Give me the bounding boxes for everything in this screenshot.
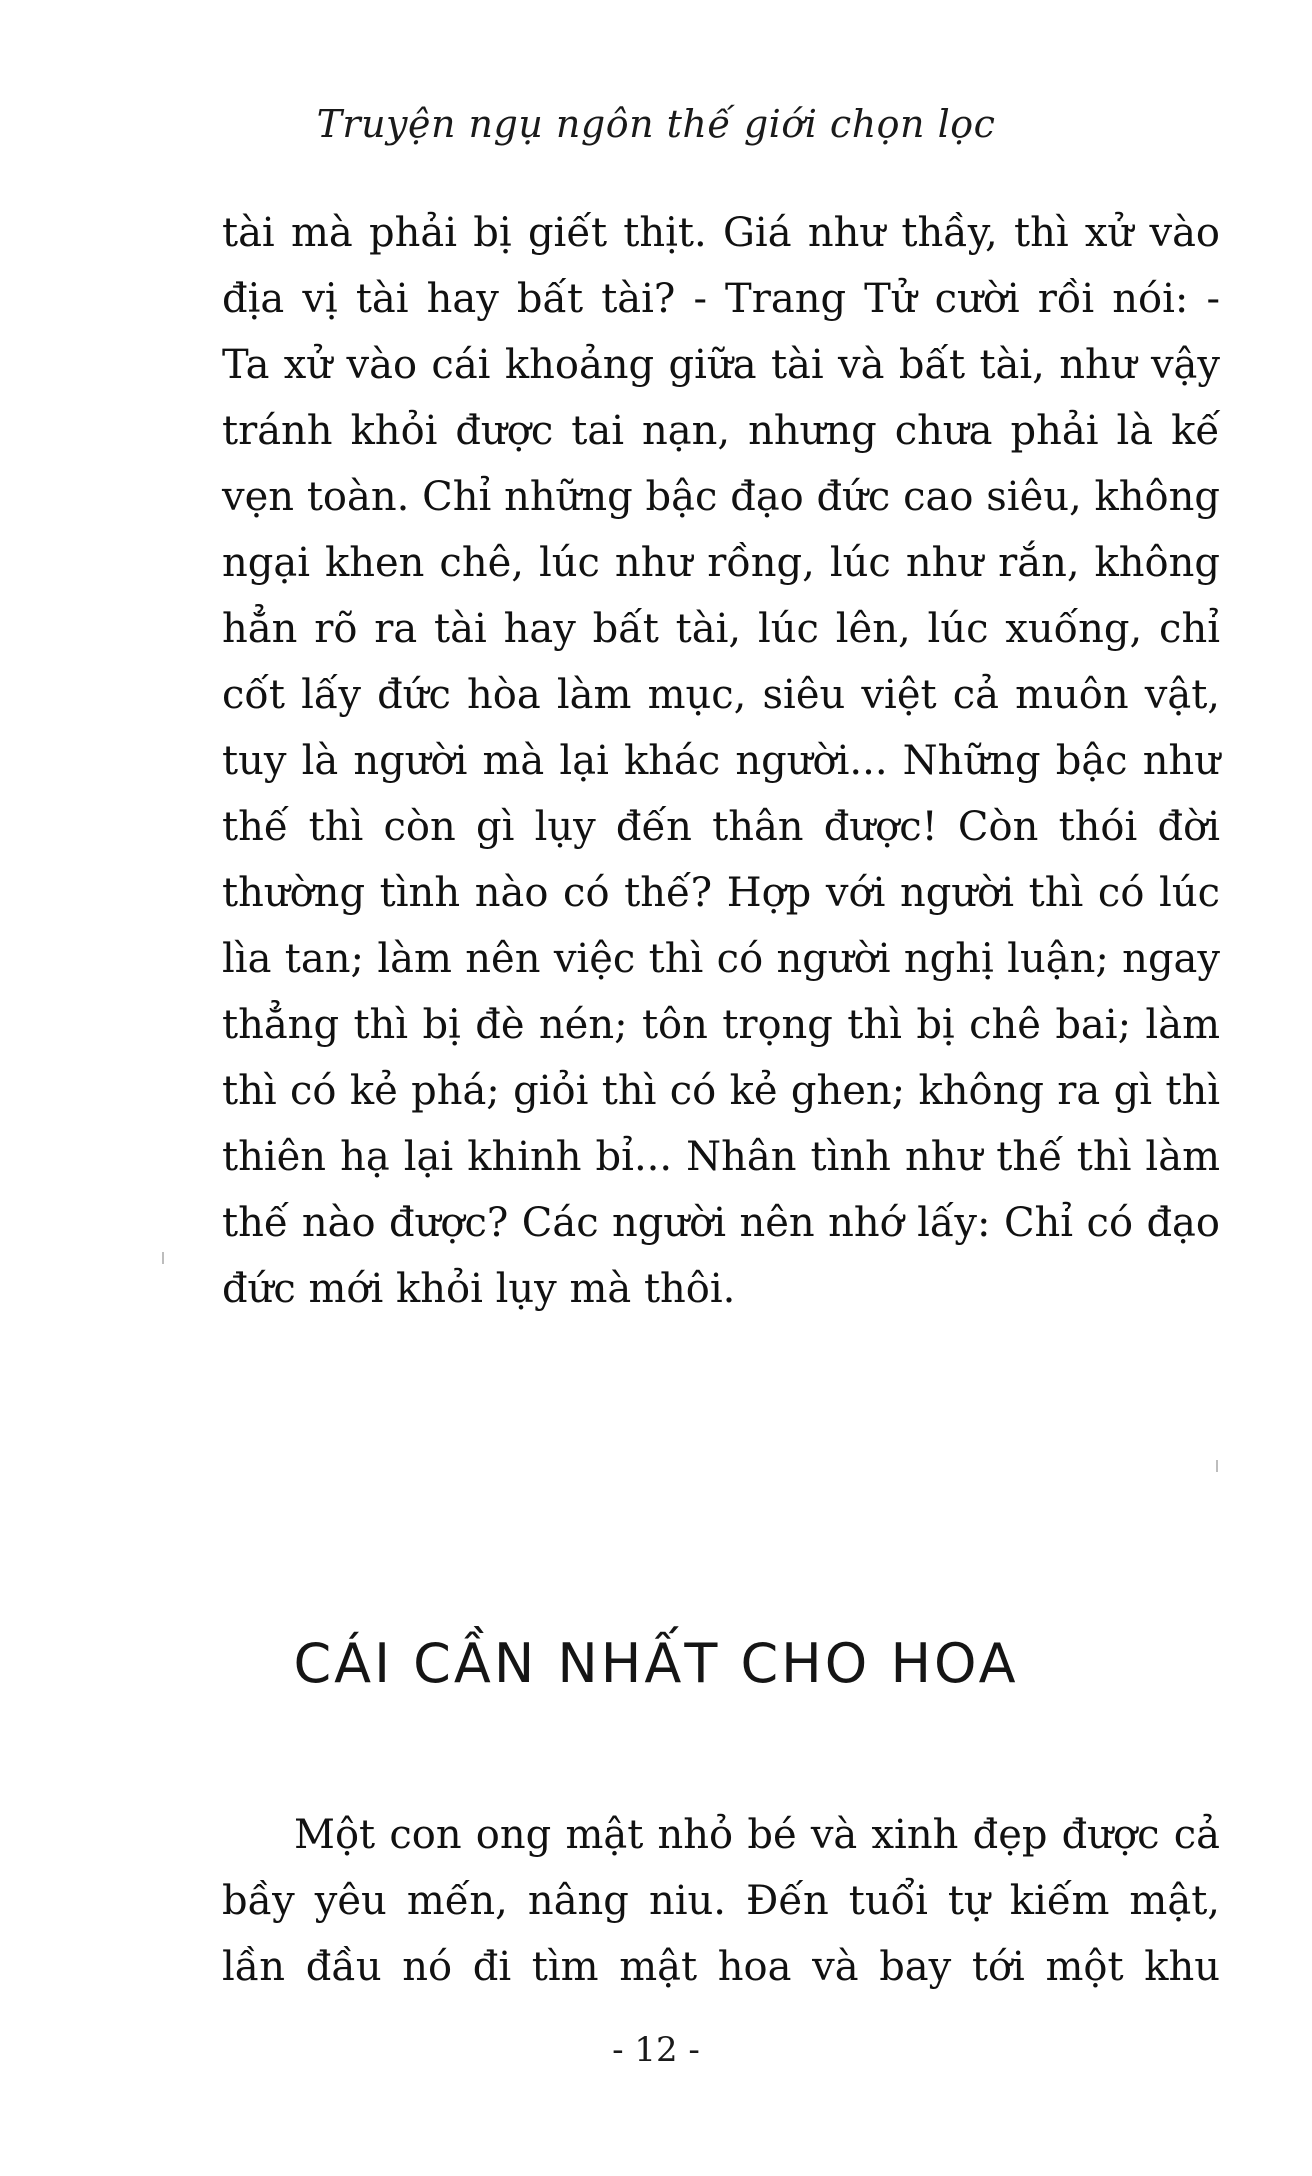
text-line: thẳng thì bị đè nén; tôn trọng thì bị chê bai; làm bbox=[222, 1002, 1220, 1048]
text-line: đức mới khỏi lụy mà thôi. bbox=[222, 1266, 736, 1312]
text-line: tài mà phải bị giết thịt. Giá như thầy, thì xử vào bbox=[222, 210, 1220, 256]
text-line: địa vị tài hay bất tài? - Trang Tử cười rồi nói: - bbox=[222, 276, 1220, 322]
paragraph-story-start bbox=[222, 1802, 1220, 2000]
text-line: tuy là người mà lại khác người... Những bậc như bbox=[222, 738, 1220, 784]
text-line: Ta xử vào cái khoảng giữa tài và bất tài, như vậy bbox=[222, 342, 1220, 388]
text-line: thiên hạ lại khinh bỉ... Nhân tình như thế thì làm bbox=[222, 1134, 1220, 1180]
text-line: tránh khỏi được tai nạn, nhưng chưa phải là kế bbox=[222, 408, 1220, 454]
text-line: vẹn toàn. Chỉ những bậc đạo đức cao siêu, không bbox=[222, 474, 1220, 520]
scan-speck bbox=[162, 1252, 164, 1264]
text-line: lần đầu nó đi tìm mật hoa và bay tới một khu bbox=[222, 1944, 1220, 1990]
scan-speck bbox=[1216, 1460, 1218, 1472]
text-line: bầy yêu mến, nâng niu. Đến tuổi tự kiếm mật, bbox=[222, 1878, 1220, 1924]
page-number: - 12 - bbox=[612, 2030, 700, 2070]
text-line: cốt lấy đức hòa làm mục, siêu việt cả muôn vật, bbox=[222, 672, 1220, 718]
text-line: lìa tan; làm nên việc thì có người nghị luận; ngay bbox=[222, 936, 1220, 982]
story-title: CÁI CẦN NHẤT CHO HOA bbox=[293, 1632, 1019, 1695]
text-line: Một con ong mật nhỏ bé và xinh đẹp được cả bbox=[294, 1812, 1220, 1858]
text-line: thường tình nào có thế? Hợp với người thì có lúc bbox=[222, 870, 1220, 916]
text-line: thế thì còn gì lụy đến thân được! Còn thói đời bbox=[222, 804, 1220, 850]
text-line: thì có kẻ phá; giỏi thì có kẻ ghen; không ra gì thì bbox=[222, 1068, 1220, 1114]
text-line: hẳn rõ ra tài hay bất tài, lúc lên, lúc xuống, chỉ bbox=[222, 606, 1220, 652]
text-line: thế nào được? Các người nên nhớ lấy: Chỉ có đạo bbox=[222, 1200, 1220, 1246]
paragraph-continued bbox=[222, 200, 1220, 1322]
text-line: ngại khen chê, lúc như rồng, lúc như rắn, không bbox=[222, 540, 1220, 586]
running-header: Truyện ngụ ngôn thế giới chọn lọc bbox=[316, 102, 996, 146]
